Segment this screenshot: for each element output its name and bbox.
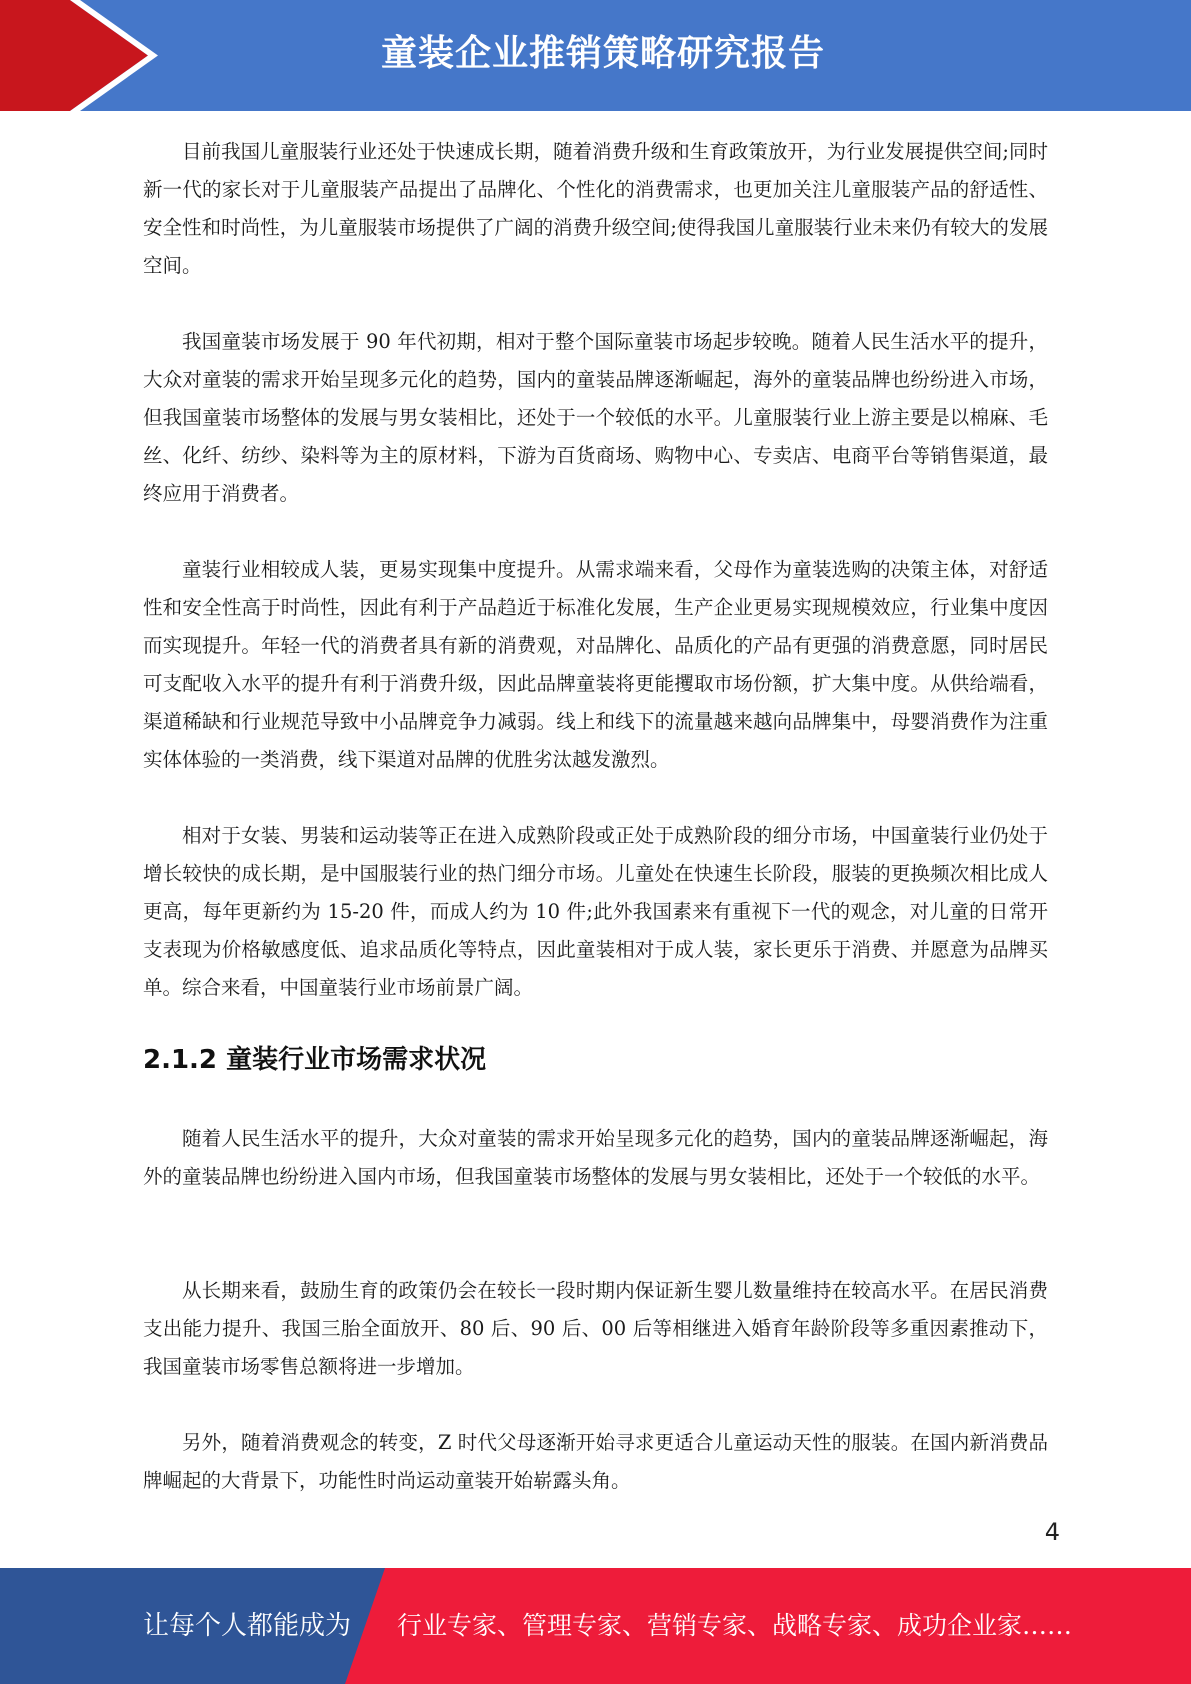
paragraph-4: 相对于女装、男装和运动装等正在进入成熟阶段或正处于成熟阶段的细分市场，中国童装行业仍处于增长较快的成长期，是中国服装行业的热门细分市场。儿童处在快速生长阶段，服装的更换频次相比成人更高，每年更新约为 15-20 件，而成人约为 10 件;此外我国素来有重视下一代的观念，对儿童的日常开支表现为价格敏感度低、追求品质化等特点，因此童装相对于成人装，家长更乐于消费、并愿意为品牌买单。综合来看，中国童装行业市场前景广阔。 [143,824,1048,999]
section-paragraph-2: 从长期来看，鼓励生育的政策仍会在较长一段时期内保证新生婴儿数量维持在较高水平。在居民消费支出能力提升、我国三胎全面放开、80 后、90 后、00 后等相继进入婚育年龄阶段等多重因素推动下，我国童装市场零售总额将进一步增加。 [143,1279,1048,1378]
page-footer [0,1568,1191,1684]
footer-slogan-left: 让每个人都能成为 [143,1611,352,1641]
page-number: 4 [1044,1518,1060,1546]
paragraph-1: 目前我国儿童服装行业还处于快速成长期，随着消费升级和生育政策放开，为行业发展提供空间;同时新一代的家长对于儿童服装产品提出了品牌化、个性化的消费需求，也更加关注儿童服装产品的舒适性、安全性和时尚性，为儿童服装市场提供了广阔的消费升级空间;使得我国儿童服装行业未来仍有较大的发展空间。 [143,140,1048,277]
document-title: 童装企业推销策略研究报告 [380,33,825,74]
section-paragraph-1: 随着人民生活水平的提升，大众对童装的需求开始呈现多元化的趋势，国内的童装品牌逐渐崛起，海外的童装品牌也纷纷进入国内市场，但我国童装市场整体的发展与男女装相比，还处于一个较低的水平。 [143,1127,1048,1188]
section-paragraph-3: 另外，随着消费观念的转变，Z 时代父母逐渐开始寻求更适合儿童运动天性的服装。在国内新消费品牌崛起的大背景下，功能性时尚运动童装开始崭露头角。 [143,1431,1048,1492]
paragraph-3: 童装行业相较成人装，更易实现集中度提升。从需求端来看，父母作为童装选购的决策主体，对舒适性和安全性高于时尚性，因此有利于产品趋近于标准化发展，生产企业更易实现规模效应，行业集中度因而实现提升。年轻一代的消费者具有新的消费观，对品牌化、品质化的产品有更强的消费意愿，同时居民可支配收入水平的提升有利于消费升级，因此品牌童装将更能攫取市场份额，扩大集中度。从供给端看，渠道稀缺和行业规范导致中小品牌竞争力减弱。线上和线下的流量越来越向品牌集中，母婴消费作为注重实体体验的一类消费，线下渠道对品牌的优胜劣汰越发激烈。 [143,558,1048,771]
footer-slogan-right: 行业专家、管理专家、营销专家、战略专家、成功企业家…… [397,1611,1073,1640]
paragraph-2: 我国童装市场发展于 90 年代初期，相对于整个国际童装市场起步较晚。随着人民生活水平的提升，大众对童装的需求开始呈现多元化的趋势，国内的童装品牌逐渐崛起，海外的童装品牌也纷纷进入市场，但我国童装市场整体的发展与男女装相比，还处于一个较低的水平。儿童服装行业上游主要是以棉麻、毛丝、化纤、纺纱、染料等为主的原材料，下游为百货商场、购物中心、专卖店、电商平台等销售渠道，最终应用于消费者。 [143,330,1048,505]
page-header [0,0,1191,111]
section-heading: 2.1.2 童装行业市场需求状况 [143,1045,487,1075]
